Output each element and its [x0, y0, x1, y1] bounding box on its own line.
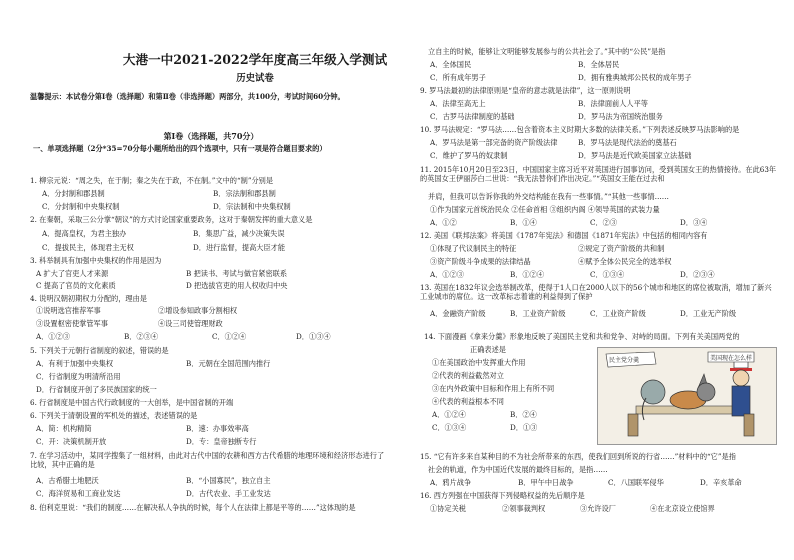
q7-opt-c: C．海洋贸易和工商业发达: [36, 489, 121, 498]
q5-opt-d: D．行省制度开创了多民族国家的统一: [36, 385, 157, 394]
q10-opt-d: D．罗马法是近代欧美国家立法基础: [578, 151, 692, 160]
q5-opt-a: A．有利于加强中央集权: [36, 359, 114, 368]
q4-opt-b: B．②③④: [124, 332, 159, 341]
q7-opt-b: B．“小国寡民”，独立自主: [186, 476, 271, 485]
q6-opt-a: A．简：机构精简: [36, 424, 92, 433]
q2-stem: 2. 在秦朝，采取三公分掌“朝议”的方式讨论国家重要政务，这对于秦朝发挥的重大意义是: [30, 215, 313, 224]
q9-opt-b: B．法律面前人人平等: [578, 99, 648, 108]
q14-stem: 14. 下面漫画《拿来分羹》形象地反映了美国民主党和共和党争、对峙的局面。下列有关美国两党的: [424, 332, 740, 341]
q4-opt-c: C．①②④: [212, 332, 247, 341]
q1-opt-c: C．分封制和中央集权制: [42, 202, 120, 211]
q14-opt-c: C．①③④: [432, 423, 467, 432]
q9-stem: 9. 罗马法最初的法律原则是“皇帝的意志就是法律”，这一原则说明: [420, 86, 631, 95]
q6-opt-c: C．开：决策机制开放: [36, 437, 107, 446]
q14-item-4: ④代表的利益根本不同: [432, 397, 504, 406]
q10-opt-a: A．罗马法是第一部完备的资产阶级法律: [430, 138, 558, 147]
q14-item-3: ③在内外政策中目标和作用上有所不同: [432, 384, 555, 393]
q12-opt-c: C．①③④: [590, 270, 625, 279]
q12-stem: 12. 美国《联邦法案》将美国《1787年宪法》和德国《1871年宪法》中包括的相同内容有: [420, 231, 708, 240]
q5-stem: 5. 下列关于元朝行省制度的叙述，错误的是: [30, 346, 169, 355]
q12-item-3: ③资产阶级斗争成果的法律结晶: [430, 257, 531, 266]
q5-opt-c: C．行省制度为明清所沿用: [36, 372, 121, 381]
q11-items: ①作为国家元首统治民众 ②任命首相 ③组织内阁 ④领导英国的武装力量: [430, 205, 660, 214]
q11-opt-c: C．②③: [590, 218, 618, 227]
cartoon-image: [597, 347, 777, 445]
q12-item-4: ④赋予全体公民完全的选举权: [578, 257, 672, 266]
q3-opt-a: A 扩大了官吏人才来源: [36, 269, 109, 278]
q4-opt-d: D．①③④: [296, 332, 331, 341]
q15-opt-c: C．八国联军侵华: [608, 478, 664, 487]
q14-item-2: ②代表的利益截然对立: [432, 371, 504, 380]
q8-stem: 8. 伯利克里说：“我们的制度……在解决私人争执的时候，每个人在法律上都是平等的……”这体现的是: [30, 503, 356, 512]
q8-opt-d: D．拥有雅典城邦公民权的成年男子: [578, 73, 692, 82]
q4-opt-a: A．①②③: [36, 332, 70, 341]
q11-stem-cont: 并肩，但我可以告诉你我的外交结构能在我有一些事情。”“其他一些事情……: [428, 192, 669, 201]
q1-opt-d: D．宗法制和中央集权制: [213, 202, 291, 211]
q1-opt-a: A．分封制和郡县制: [42, 189, 105, 198]
q5-opt-b: B．元朝在全国范围内推行: [186, 359, 271, 368]
q7-stem: 7. 在学习活动中，某同学搜集了一组材料，由此对古代中国的农耕和西方古代希腊的地理环境和经济形态进行了比较，其中正确的是: [30, 451, 385, 469]
q4-stem: 4. 说明汉朝初期权力分配的，理由是: [30, 294, 147, 303]
cartoon-caption-1: 民主党分羹: [609, 357, 640, 364]
exam-tip: 温馨提示：本试卷分第Ⅰ卷（选择题）和第Ⅱ卷（非选择题）两部分，共100分，考试时间60分钟。: [30, 92, 345, 101]
q12-opt-b: B．①②④: [510, 270, 545, 279]
q13-opt-c: C．工业资产阶级: [590, 309, 646, 318]
q4-item-3: ③设置枢密使掌管军事: [36, 319, 108, 328]
q4-item-1: ①说明选官推荐军事: [36, 306, 101, 315]
q3-stem: 3. 科举制具有加强中央集权的作用是因为: [30, 256, 162, 265]
q2-opt-a: A．提高皇权，为君主独办: [42, 229, 127, 238]
q9-opt-c: C．古罗马法律制度的基础: [430, 112, 515, 121]
q14-opt-d: D．①③: [510, 423, 538, 432]
q12-opt-d: D．②③④: [680, 270, 715, 279]
q12-item-2: ②规定了资产阶级的共和制: [578, 244, 665, 253]
q15-opt-a: A．鸦片战争: [430, 478, 472, 487]
q3-opt-b: B 把读书、考试与做官紧密联系: [186, 269, 288, 278]
q14-opt-a: A．①②④: [432, 410, 466, 419]
q3-opt-d: D 把选拔官吏的用人权收归中央: [186, 281, 288, 290]
q4-item-2: ②增设参知政事分割相权: [158, 306, 238, 315]
q1-stem: 1. 柳宗元说：“周之失，在于制；秦之失在于政，不在制。”文中的“制”分别是: [30, 176, 274, 185]
q3-opt-c: C 提高了官员的文化素质: [36, 281, 116, 290]
q9-opt-d: D．罗马法为帝国统治服务: [578, 112, 663, 121]
q11-stem: 11. 2015年10月20日至23日，中国国家主席习近平对英国进行国事访问，受到英国女王的热情接待。在此63年的英国女王伊丽莎白二世说：“我无法替你们作出决定。”“英国女王能在过去和: [420, 165, 777, 183]
q8-opt-a: A．全体国民: [430, 60, 472, 69]
q16-item-3: ③允许设厂: [580, 504, 616, 513]
q13-opt-d: D．工业无产阶级: [680, 309, 737, 318]
q4-item-4: ④设三司使管理财政: [158, 319, 223, 328]
q12-item-1: ①体现了代议制民主的特征: [430, 244, 517, 253]
q6-opt-d: D．专：皇帝独断专行: [186, 437, 257, 446]
q14-stem-cont: 正确表述是: [470, 345, 506, 354]
q13-stem: 13. 英国在1832年议会选举制改革，使得于1人口在2000人以下的56个城市和地区的席位被取消，增加了新兴工业城市的席位。这一改革标志着谁的利益得到了保护: [420, 283, 772, 301]
q12-opt-a: A．①②③: [430, 270, 464, 279]
q2-opt-c: C．提拔民主，体现君主无权: [42, 243, 134, 252]
cartoon-caption-2: 美国现在怎么样: [710, 355, 753, 362]
q6-opt-b: B．速：办事效率高: [186, 424, 249, 433]
section-title: 一、单项选择题（2分*35=70分每小题所给出的四个选项中，只有一项是符合题目要求的）: [33, 144, 327, 153]
q15-stem-cont: 社会的轨道，作为中国近代发展的最终目标的，是指……: [428, 465, 608, 474]
q16-item-4: ④在北京设立使馆界: [650, 504, 715, 513]
q8-opt-b: B．全体居民: [578, 60, 620, 69]
q13-opt-b: B．工业资产阶级: [510, 309, 566, 318]
q15-opt-b: B．甲午中日战争: [518, 478, 574, 487]
q6-note: 6. 行省制度是中国古代行政制度的一大创举，是中国省制的开端: [30, 398, 234, 407]
q10-opt-b: B．罗马法是现代法治的奠基石: [578, 138, 677, 147]
cartoon-drawing: [598, 348, 777, 445]
q14-opt-b: B．②④: [510, 410, 537, 419]
q9-opt-a: A．法律至高无上: [430, 99, 486, 108]
q7-opt-a: A．古希腊土地肥沃: [36, 476, 99, 485]
part-title: 第Ⅰ卷（选择题，共70分）: [163, 131, 259, 141]
q7-opt-d: D．古代农业、手工业发达: [186, 489, 271, 498]
q15-stem: 15. “它有许多来自某种目的不为社会所带来的东西，使我们回到所说的行省……”材料中的“它”是指: [420, 452, 736, 461]
exam-title: 大港一中2021-2022学年度高三年级入学测试: [122, 52, 388, 67]
q16-item-2: ②领事裁判权: [502, 504, 546, 513]
q11-opt-b: B．①④: [510, 218, 537, 227]
q13-opt-a: A．金融资产阶级: [430, 309, 486, 318]
q11-opt-d: D．③④: [680, 218, 708, 227]
q11-opt-a: A．①②: [430, 218, 457, 227]
q2-opt-b: B．集思广益，减少决策失误: [193, 229, 285, 238]
q16-stem: 16. 西方列强在中国获得下列侵略权益的先后顺序是: [420, 491, 585, 500]
q6-stem: 6. 下列关于清朝设置的军机处的描述，表述错误的是: [30, 411, 198, 420]
q8-opt-c: C．所有成年男子: [430, 73, 486, 82]
q16-item-1: ①协定关税: [430, 504, 466, 513]
q15-opt-d: D．辛亥革命: [700, 478, 742, 487]
q2-opt-d: D．进行监督，提高大臣才能: [193, 243, 286, 252]
q8-stem-cont: 立自主的时候，能够让文明能够发展参与的公共社会了。”其中的“公民”是指: [428, 47, 666, 56]
q14-item-1: ①在美国政治中发挥重大作用: [432, 358, 526, 367]
q10-stem: 10. 罗马法规定：“罗马法……包含着资本主义时期大多数的法律关系。”下列表述反映罗马法影响的是: [420, 125, 740, 134]
exam-subtitle: 历史试卷: [236, 73, 274, 84]
q1-opt-b: B．宗法制和郡县制: [213, 189, 276, 198]
q10-opt-c: C．维护了罗马的奴隶制: [430, 151, 508, 160]
